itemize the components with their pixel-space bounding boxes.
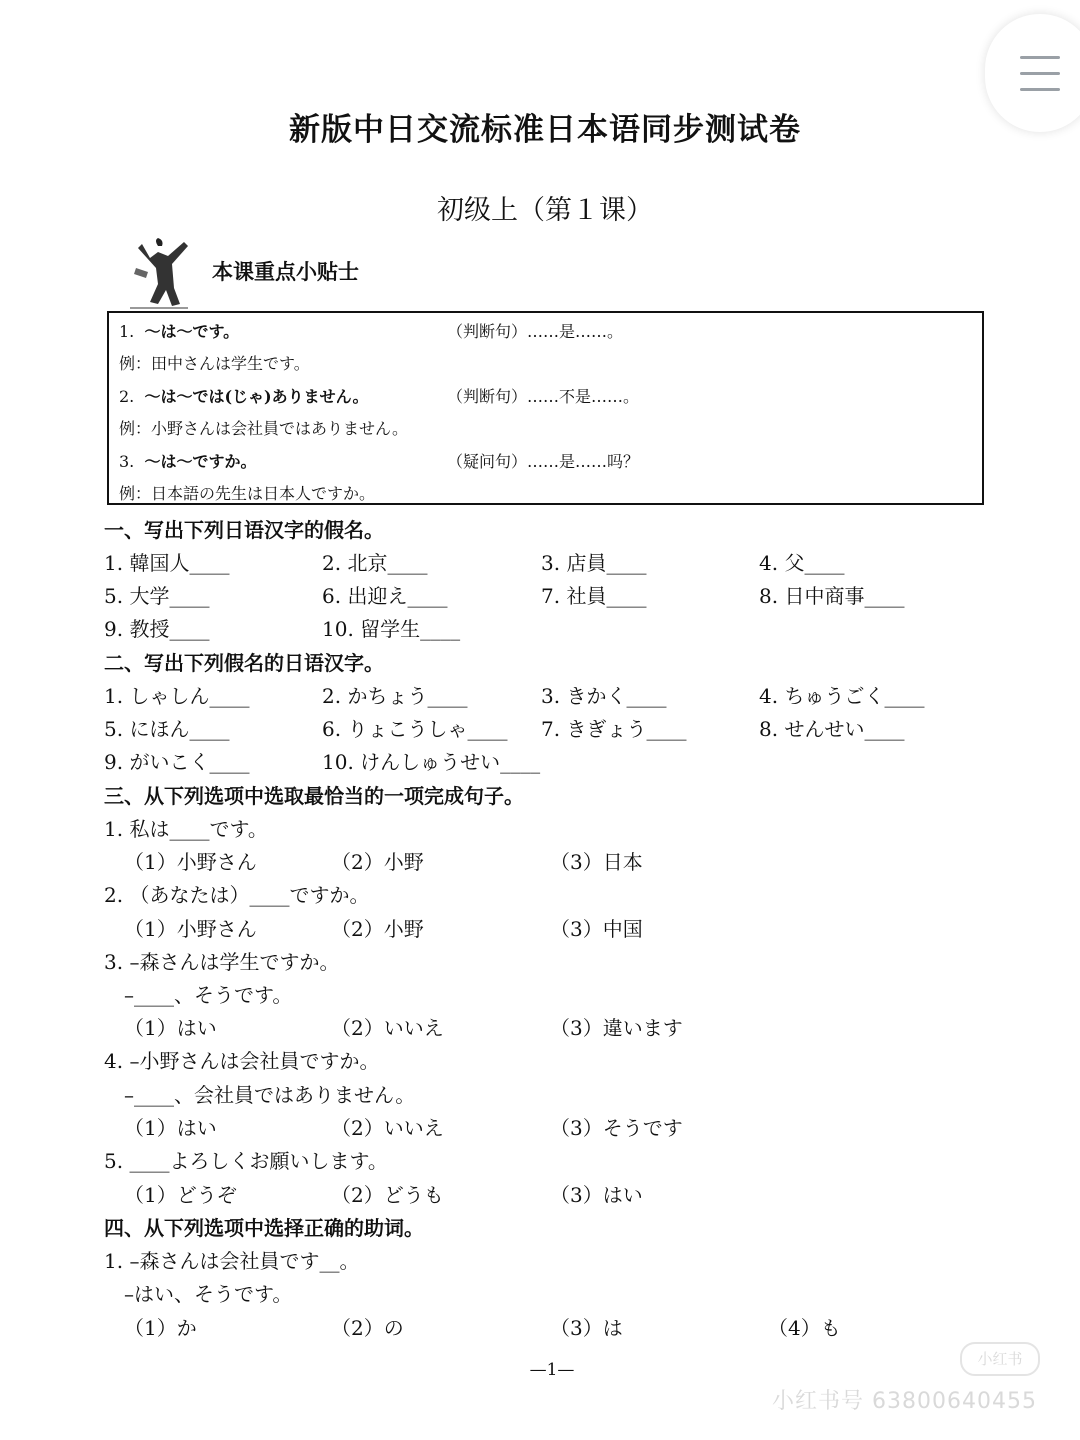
option: （2）いいえ xyxy=(331,1016,444,1040)
question-item: 2. 北京____ xyxy=(322,551,428,575)
option: （2）小野 xyxy=(331,917,424,941)
question-item: 10. 留学生____ xyxy=(322,617,461,641)
option: （4）も xyxy=(768,1316,841,1340)
section2-row xyxy=(104,713,1064,743)
question-item: 5. 大学____ xyxy=(104,584,210,608)
options-row xyxy=(104,1112,1064,1142)
option: （2）どうも xyxy=(331,1183,444,1207)
page-title: 新版中日交流标准日本语同步测试卷 xyxy=(289,112,801,148)
question-item: 8. 日中商事____ xyxy=(759,584,905,608)
options-row xyxy=(104,913,1064,943)
tips-title: 本课重点小贴士 xyxy=(212,259,359,284)
question-stem: 5. ____よろしくお願いします。 xyxy=(104,1149,388,1173)
question-stem: 4. –小野さんは会社員ですか。 xyxy=(104,1049,380,1073)
option: （3）そうです xyxy=(550,1116,683,1140)
section1-row xyxy=(104,580,1064,610)
tip-rule-2 xyxy=(119,384,640,407)
options-row xyxy=(104,1312,1064,1342)
option: （3）中国 xyxy=(550,917,643,941)
section4-heading: 四、从下列选项中选择正确的助词。 xyxy=(104,1216,424,1240)
question-stem: 1. –森さんは会社員です__。 xyxy=(104,1249,360,1273)
question-stem: 3. –森さんは学生ですか。 xyxy=(104,950,340,974)
option: （3）はい xyxy=(550,1183,643,1207)
question-item: 2. かちょう____ xyxy=(322,684,468,708)
page-subtitle: 初级上（第１课） xyxy=(437,195,653,226)
question-item: 1. しゃしん____ xyxy=(104,684,250,708)
question-item: 3. 店員____ xyxy=(541,551,647,575)
question-item: 10. けんしゅうせい____ xyxy=(322,750,541,774)
question-item: 4. 父____ xyxy=(759,551,845,575)
options-row xyxy=(104,1179,1064,1209)
question-reply: –____、そうです。 xyxy=(124,983,293,1007)
section3-heading: 三、从下列选项中选取最恰当的一项完成句子。 xyxy=(104,784,524,808)
tip-note: （疑问句）……是……吗？ xyxy=(447,452,640,471)
tip-example-1: 例：田中さんは学生です。 xyxy=(119,354,310,373)
tip-pattern: ～は～ですか。 xyxy=(144,452,257,471)
option: （1）小野さん xyxy=(124,850,257,874)
tip-num: 3. xyxy=(119,452,135,471)
question-item: 6. 出迎え____ xyxy=(322,584,448,608)
question-item: 7. 社員____ xyxy=(541,584,647,608)
watermark-badge: 小红书 xyxy=(960,1342,1040,1376)
question-item: 1. 韓国人____ xyxy=(104,551,230,575)
question-item: 5. にほん____ xyxy=(104,717,230,741)
question-stem: 1. 私は____です。 xyxy=(104,817,268,841)
question-item: 6. りょこうしゃ____ xyxy=(322,717,508,741)
option: （3）は xyxy=(550,1316,623,1340)
question-item: 9. 教授____ xyxy=(104,617,210,641)
tip-num: 2. xyxy=(119,387,135,406)
tip-pattern: ～は～です。 xyxy=(144,322,240,341)
tip-rule-1 xyxy=(119,319,624,342)
watermark-text: 小红书号 63800640455 xyxy=(772,1389,1037,1414)
question-reply: –____、会社員ではありません。 xyxy=(124,1083,416,1107)
option: （3）日本 xyxy=(550,850,643,874)
option: （1）はい xyxy=(124,1016,217,1040)
question-item: 4. ちゅうごく____ xyxy=(759,684,925,708)
option: （1）どうぞ xyxy=(124,1183,237,1207)
tip-example-2: 例：小野さんは会社員ではありません。 xyxy=(119,419,408,438)
tip-rule-3 xyxy=(119,449,640,472)
option: （1）か xyxy=(124,1316,197,1340)
options-row xyxy=(104,1012,1064,1042)
section1-row xyxy=(104,613,1064,643)
options-row xyxy=(104,846,1064,876)
tip-example-3: 例：日本語の先生は日本人ですか。 xyxy=(119,484,376,503)
section1-heading: 一、写出下列日语汉字的假名。 xyxy=(104,518,384,542)
page-number: —1— xyxy=(529,1360,575,1380)
tip-pattern: ～は～では(じゃ)ありません。 xyxy=(144,387,369,406)
question-reply: –はい、そうです。 xyxy=(124,1282,293,1306)
question-item: 9. がいこく____ xyxy=(104,750,250,774)
tip-num: 1. xyxy=(119,322,135,341)
option: （1）小野さん xyxy=(124,917,257,941)
section2-row xyxy=(104,680,1064,710)
question-item: 3. きかく____ xyxy=(541,684,667,708)
question-item: 8. せんせい____ xyxy=(759,717,905,741)
section1-row xyxy=(104,547,1064,577)
tip-note: （判断句）……不是……。 xyxy=(447,387,640,406)
hamburger-icon xyxy=(1020,56,1060,104)
tip-note: （判断句）……是……。 xyxy=(447,322,624,341)
section2-heading: 二、写出下列假名的日语汉字。 xyxy=(104,651,384,675)
option: （1）はい xyxy=(124,1116,217,1140)
option: （3）違います xyxy=(550,1016,683,1040)
section2-row xyxy=(104,746,1064,776)
option: （2）いいえ xyxy=(331,1116,444,1140)
cheering-figure-icon xyxy=(128,238,194,310)
question-stem: 2. （あなたは）____ですか。 xyxy=(104,883,370,907)
tips-box xyxy=(107,311,984,505)
question-item: 7. きぎょう____ xyxy=(541,717,687,741)
option: （2）小野 xyxy=(331,850,424,874)
option: （2）の xyxy=(331,1316,404,1340)
